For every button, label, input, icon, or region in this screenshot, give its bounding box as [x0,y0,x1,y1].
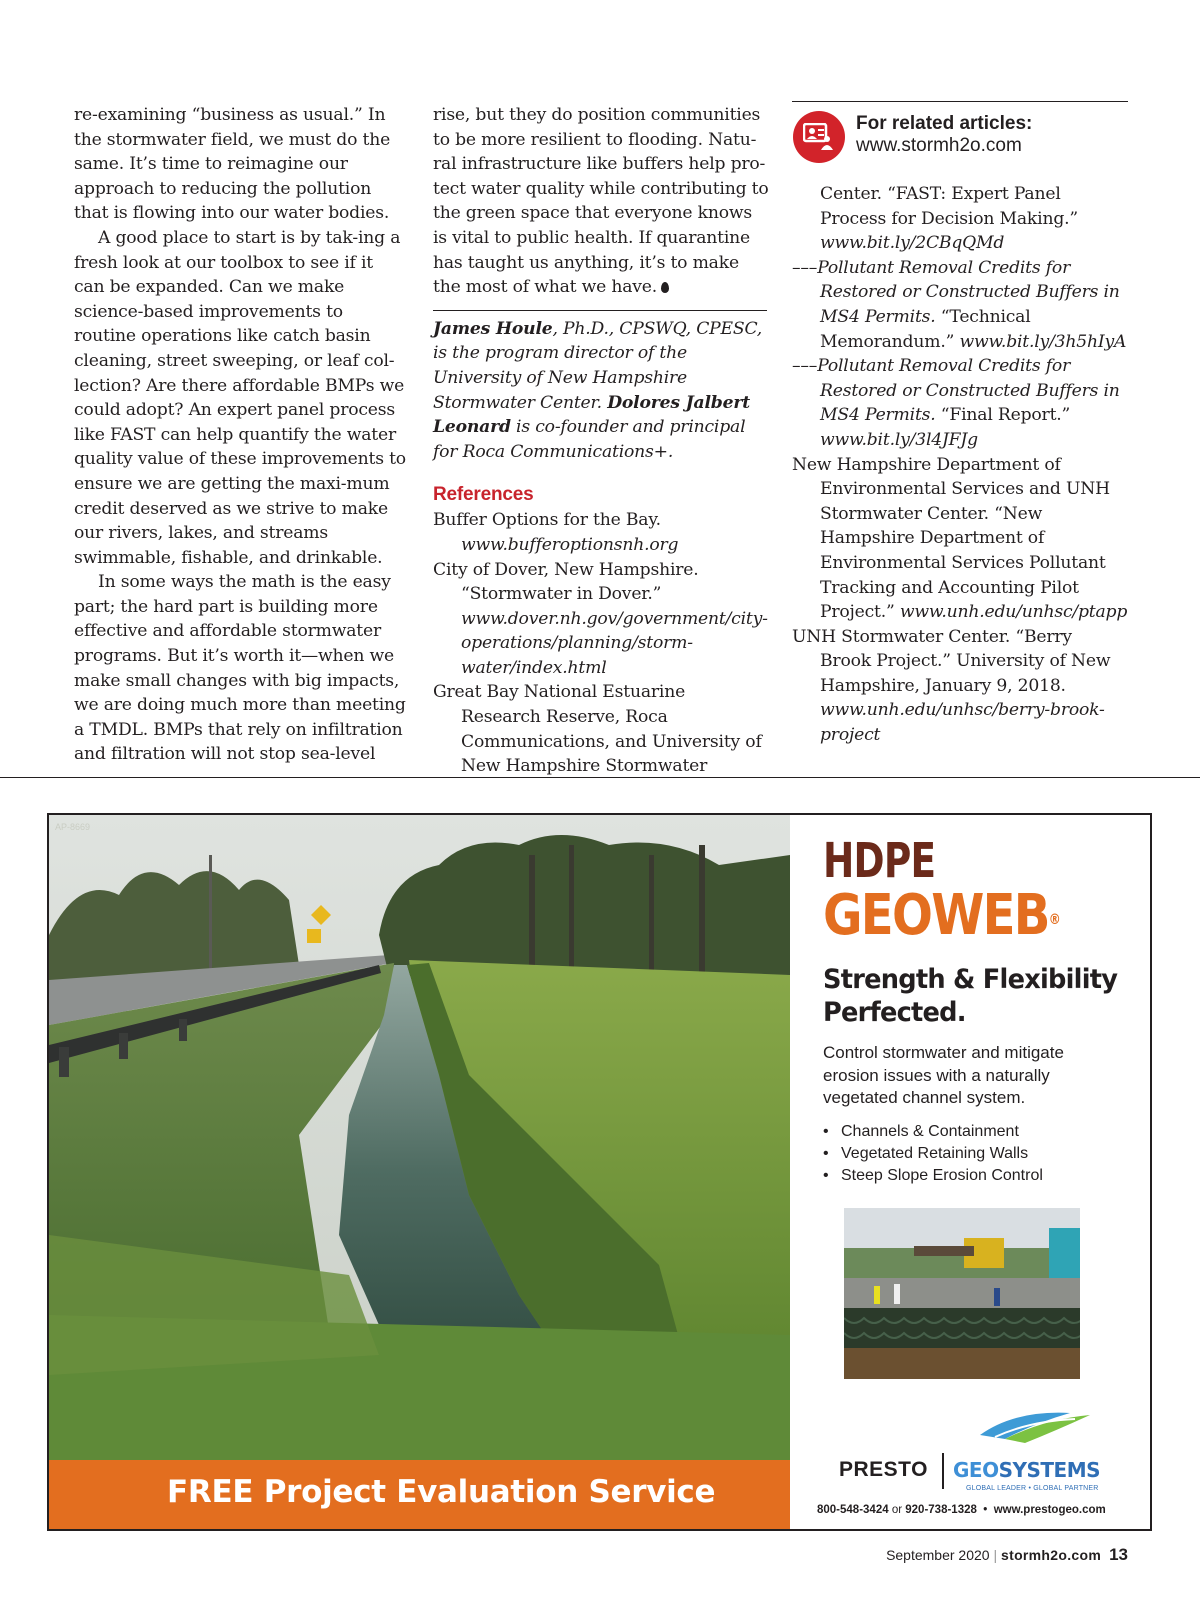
ad-feature-item: • Channels & Containment [823,1121,1043,1143]
related-divider [792,101,1128,102]
reference-item [433,508,769,557]
ad-website-link[interactable]: www.prestogeo.com [993,1504,1106,1516]
geosystems-brand [953,1458,1100,1482]
ad-tagline-line: Strength & Flexibility [823,964,1118,995]
ad-copy-panel [790,815,1150,1531]
ad-description: Control stormwater and mitigate erosion issues with a naturally vegetated channel system. [823,1043,1064,1107]
ad-banner-text: FREE Project Evaluation Service [167,1474,716,1510]
author-credentials: is co-founder and principal for Roca Communications+. [433,417,746,462]
installation-illustration [844,1208,1080,1379]
installation-photo [844,1208,1080,1379]
geosystems-brand-geo: GEO [953,1458,999,1482]
ad-feature-list [823,1121,1043,1187]
article-column-2 [433,103,769,779]
references-heading: References [433,484,534,506]
reference-link[interactable]: www.bit.ly/3h5hIyA [959,331,1127,352]
reference-item-continued [792,182,1128,256]
reference-item [792,453,1128,625]
ad-headline-geoweb-text: GEOWEB [823,883,1049,948]
ad-tagline [823,963,1117,1029]
drainage-channel-illustration [49,815,790,1460]
page-number: 13 [1109,1545,1128,1564]
geosystems-logo-icon [975,1405,1095,1445]
article-paragraph: re-examining “business as usual.” In the stormwater field, we must do the same. It’s time to reimagine our approach to reducing the pollution that is flowing into our water bodies. [74,105,391,224]
reference-text: City of Dover, New Hampshire. “Stormwater in Dover.” [433,559,699,605]
article-paragraph: In some ways the math is the easy part; the hard part is building more effective and affordable stormwater programs. But it’s worth it—when we make small changes with big impacts, we are doing much more than meeting a TMDL. BMPs that rely on infiltration and filtration will not stop sea-level [74,572,406,765]
reference-text: Great Bay National Estuarine Research Reserve, Roca Communications, and University of New Hampshire Stormwater [433,682,762,777]
reference-text: “Final Report.” [935,405,1071,426]
ad-contact-or: or [891,1504,903,1516]
reference-item [433,558,769,681]
reference-link[interactable]: www.bit.ly/2CBqQMd [820,233,1005,254]
ad-phone[interactable]: 920-738-1328 [905,1504,977,1516]
reference-title: Pollutant Removal Credits for Restored or Constructed Buffers in MS4 Permits. [817,257,1120,327]
reference-title: Pollutant Removal Credits for Restored or Constructed Buffers in MS4 Permits. [817,356,1120,426]
reference-link[interactable]: www.dover.nh.gov/government/city-operations/planning/storm-water/index.html [461,608,768,678]
issue-date: September 2020 [886,1547,990,1563]
reference-link[interactable]: www.unh.edu/unhsc/ptapp [899,602,1128,623]
footer-site[interactable]: stormh2o.com [1001,1547,1102,1563]
divider [433,310,767,311]
presto-brand: PRESTO [839,1458,928,1481]
brand-divider [942,1453,944,1489]
ad-code: AP-8669 [55,822,91,832]
reference-prefix: ––– [792,356,818,377]
author-bio [433,317,769,465]
ad-phone[interactable]: 800-548-3424 [817,1504,889,1516]
ad-banner[interactable] [49,1460,790,1531]
reference-link[interactable]: www.unh.edu/unhsc/berry-brook-project [820,700,1105,746]
reference-text: Buffer Options for the Bay. [433,510,661,531]
articles-icon[interactable] [793,111,845,163]
geosystems-brand-systems: SYSTEMS [998,1458,1100,1482]
ad-contact-sep: • [983,1504,988,1516]
section-separator [0,777,1200,778]
articles-icon-glyph [803,123,835,151]
reference-item [792,256,1128,354]
reference-item [792,625,1128,748]
article-paragraph [433,103,769,300]
geosystems-tagline: GLOBAL LEADER • GLOBAL PARTNER [966,1485,1099,1492]
ad-feature-item: • Steep Slope Erosion Control [823,1165,1043,1187]
article-paragraph: A good place to start is by tak-ing a fresh look at our toolbox to see if it can be expanded. Can we make science-based improvements to routine operations like catch basin cleaning, street sweeping, or leaf col-lection? Are there affordable BMPs we could adopt? An expert panel process like FAST can help quantify the water quality value of these improvements to ensure we are getting the maxi-mum credit deserved as we strive to make our rivers, lakes, and streams swimmable, fishable, and drinkable. [74,227,406,568]
reference-prefix: ––– [792,257,818,278]
article-column-3 [792,182,1128,748]
reference-item [792,354,1128,452]
author-name: Dolores Jalbert Leonard [433,392,750,438]
article-paragraph-text: rise, but they do position communities to be more resilient to flooding. Natu-ral infrastructure like buffers help pro-tect water quality while contributing to the green space that everyone knows is vital to public health. If quarantine has taught us anything, it’s to make the most of what we have. [433,105,769,298]
reference-link[interactable]: www.bufferoptionsnh.org [461,534,679,555]
ad-headline-hdpe: HDPE [823,833,936,889]
author-name: James Houle [433,318,553,339]
drainage-channel-photo [49,815,790,1460]
ad-feature-item: • Vegetated Retaining Walls [823,1143,1043,1165]
article-column-1 [74,103,406,767]
reference-text: New Hampshire Department of Environmental Services and UNH Stormwater Center. “New Hampshire Department of Environmental Services Pollutant Tracking and Accounting Pilot Project.” [792,454,1110,623]
ad-headline-geoweb [823,885,1061,947]
ad-contact-line [817,1504,1106,1516]
reference-text: Center. “FAST: Expert Panel Process for Decision Making.” [820,184,1078,229]
reference-link[interactable]: www.bit.ly/3l4JFJg [820,429,978,450]
page-footer [886,1545,1128,1565]
footer-divider: | [993,1547,998,1563]
related-articles-link[interactable]: www.stormh2o.com [856,135,1022,156]
advertisement[interactable] [47,813,1152,1531]
reference-text: UNH Stormwater Center. “Berry Brook Project.” University of New Hampshire, January 9, 2018. [792,626,1111,696]
author-credentials: , Ph.D., CPSWQ, CPESC, is the program director of the University of New Hampshire Stormwater Center. [433,318,763,413]
water-drop-icon [661,282,669,293]
registered-mark: ® [1048,912,1061,928]
reference-text: “Technical Memorandum.” [820,306,1031,352]
ad-tagline-line: Perfected. [823,997,966,1028]
reference-item [433,680,769,778]
related-articles-title: For related articles: [856,113,1033,134]
